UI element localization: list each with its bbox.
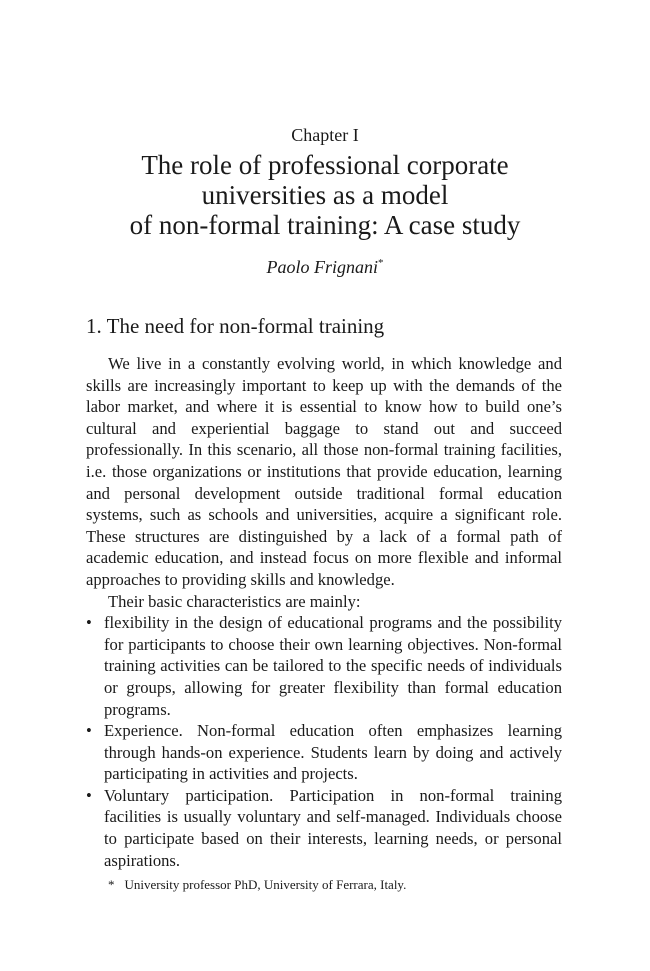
author-footnote-mark: *: [378, 257, 384, 269]
list-item: [86, 612, 562, 720]
footnote: [108, 877, 568, 893]
body-paragraph: Their basic characteristics are mainly:: [108, 591, 361, 611]
author-byline: [0, 257, 650, 278]
list-item-text: flexibility in the design of educational programs and the possibility for participants to choose their own learning objectives. Non-formal training activities can be tailored to the specific needs of individuals or groups, allowing for greater flexibility than formal education programs.: [104, 613, 562, 719]
characteristics-list: [86, 612, 562, 871]
list-item: [86, 720, 562, 785]
bullet-icon: •: [86, 613, 92, 633]
chapter-title: [120, 150, 530, 240]
footnote-mark: *: [108, 877, 115, 892]
body-text: [86, 353, 562, 871]
bullet-icon: •: [86, 721, 92, 741]
author-name: Paolo Frignani: [266, 257, 378, 277]
chapter-label: Chapter I: [291, 125, 359, 145]
chapter-title-line: universities as a model: [201, 180, 449, 210]
section-heading: 1. The need for non-formal training: [86, 314, 385, 338]
chapter-title-line: The role of professional corporate: [141, 150, 509, 180]
footnote-text: University professor PhD, University of Ferrara, Italy.: [124, 877, 407, 892]
list-item-text: Experience. Non-formal education often emphasizes learning through hands-on experience. Students learn by doing and actively participating in activities and projects.: [104, 721, 562, 784]
bullet-icon: •: [86, 785, 92, 805]
list-item: [86, 785, 562, 871]
chapter-title-line: of non-formal training: A case study: [129, 210, 521, 240]
list-item-text: Voluntary participation. Participation in non-formal training facilities is usually voluntary and self-managed. Individuals choose to participate based on their interests, learning needs, or personal aspirations.: [104, 785, 562, 870]
body-paragraph: We live in a constantly evolving world, in which knowledge and skills are increasingly important to keep up with the demands of the labor market, and where it is essential to know how to build one’s cultural and experiential baggage to stand out and succeed professionally. In this scenario, all those non-formal training facilities, i.e. those organizations or institutions that provide education, learning and personal development outside traditional formal education systems, such as schools and universities, acquire a significant role. These structures are distinguished by a lack of a formal path of academic education, and instead focus on more flexible and informal approaches to providing skills and knowledge.: [86, 354, 562, 589]
